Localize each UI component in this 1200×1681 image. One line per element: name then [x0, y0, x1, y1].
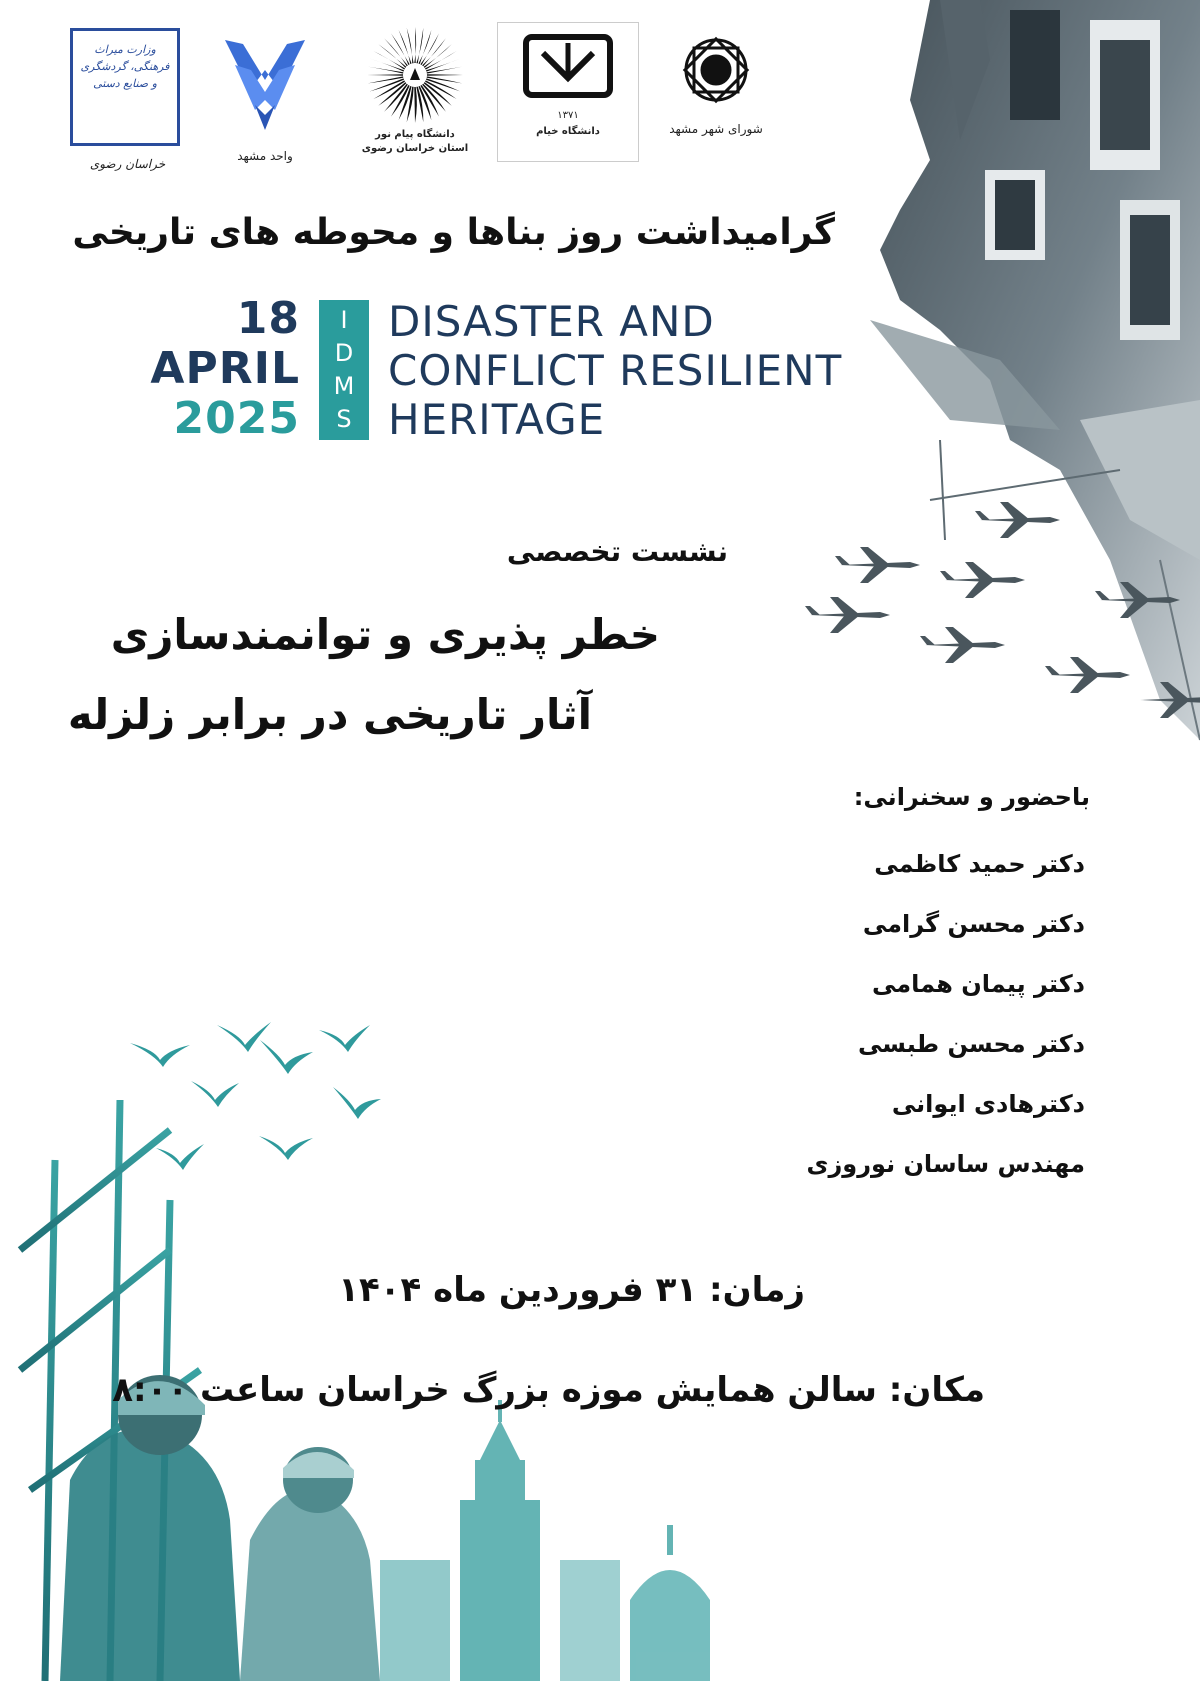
- speaker-name: دکترهادی ایوانی: [891, 1090, 1085, 1118]
- logo-islamic-azad-university: [215, 30, 315, 180]
- sunburst-ray: [373, 51, 405, 70]
- page-title: گرامیداشت روز بناها و محوطه های تاریخی: [72, 212, 835, 253]
- idms-badge-letter: M: [333, 372, 355, 400]
- sunburst-ray: [420, 33, 439, 65]
- sunburst-emblem-icon: [350, 20, 480, 130]
- speaker-name: دکتر حمید کاظمی: [874, 850, 1085, 878]
- sunburst-ray: [373, 80, 405, 99]
- idms-badge-letter: I: [340, 306, 348, 334]
- logo-number: ١٣٧١: [557, 110, 579, 121]
- sunburst-ray: [407, 28, 414, 64]
- session-label: نشست تخصصی: [506, 535, 728, 568]
- sunburst-ray: [367, 74, 403, 75]
- sunburst-ray: [384, 38, 408, 66]
- idms-theme-line-1: DISASTER AND: [388, 297, 715, 346]
- session-title-line-2: آثار تاریخی در برابر زلزله: [67, 690, 592, 739]
- khayyam-emblem-icon: [498, 23, 638, 113]
- sunburst-ray: [378, 44, 406, 68]
- idms-month: APRIL: [150, 343, 300, 394]
- speaker-name: دکتر محسن گرامی: [862, 910, 1085, 938]
- sunburst-ray: [422, 38, 446, 66]
- logo-ministry-cultural-heritage: [70, 28, 185, 193]
- workers-image: [60, 1375, 380, 1681]
- idms-day: 18: [236, 293, 300, 344]
- sunburst-ray: [368, 67, 404, 74]
- sunburst-ray: [416, 28, 423, 64]
- event-place: مکان: سالن همایش موزه بزرگ خراسان ساعت ۸:۰۰: [112, 1370, 985, 1410]
- sunburst-ray: [368, 76, 404, 83]
- ministry-calligraphy: وزارت میراث فرهنگی، گردشگری و صنایع دستی: [80, 43, 170, 90]
- idms-badge: [319, 300, 369, 440]
- idms-theme-line-2: CONFLICT RESILIENT: [388, 346, 843, 395]
- speaker-name: دکتر محسن طبسی: [858, 1030, 1085, 1058]
- logo-caption: دانشگاه خیام: [536, 126, 600, 137]
- session-title-line-1: خطر پذیری و توانمندسازی: [110, 610, 660, 659]
- logo-caption-2: خراسان رضوی: [89, 157, 166, 171]
- idms-badge-letters: [319, 304, 369, 436]
- speaker-name: مهندس ساسان نوروزی: [806, 1150, 1085, 1178]
- birds-image: [130, 1022, 381, 1170]
- sunburst-ray: [426, 59, 460, 72]
- azad-emblem-icon: [215, 30, 315, 150]
- historic-buildings-image: [380, 1400, 710, 1681]
- event-time: زمان: ۳۱ فروردین ماه ۱۴۰۴: [338, 1270, 805, 1310]
- logo-payame-noor-university: [350, 20, 480, 170]
- idms-badge-letter: D: [334, 339, 354, 367]
- idms-year: 2025: [173, 393, 300, 444]
- sunburst-ray: [427, 67, 463, 74]
- ruined-building-image: [870, 0, 1200, 740]
- logo-caption: واحد مشهد: [237, 149, 293, 163]
- sunburst-ray: [427, 74, 463, 75]
- sunburst-ray: [399, 30, 412, 64]
- logo-caption-2: استان خراسان رضوی: [361, 143, 469, 154]
- sunburst-ray: [414, 27, 416, 63]
- idms-theme-line-3: HERITAGE: [388, 395, 606, 444]
- logo-caption: دانشگاه پیام نور: [375, 129, 455, 140]
- sunburst-ray: [414, 87, 417, 123]
- logo-mashhad-city-council: [660, 25, 772, 145]
- city-council-emblem-icon: [660, 25, 772, 120]
- ministry-frame: [70, 28, 180, 146]
- speaker-name: دکتر پیمان همامی: [872, 970, 1085, 998]
- idms-badge-letter: S: [336, 405, 352, 433]
- speakers-heading: باحضور و سخنرانی:: [853, 783, 1090, 811]
- sunburst-ray: [427, 76, 463, 83]
- logo-caption: شورای شهر مشهد: [669, 122, 763, 136]
- logo-khayyam-university: [497, 22, 639, 162]
- sunburst-ray: [424, 44, 452, 68]
